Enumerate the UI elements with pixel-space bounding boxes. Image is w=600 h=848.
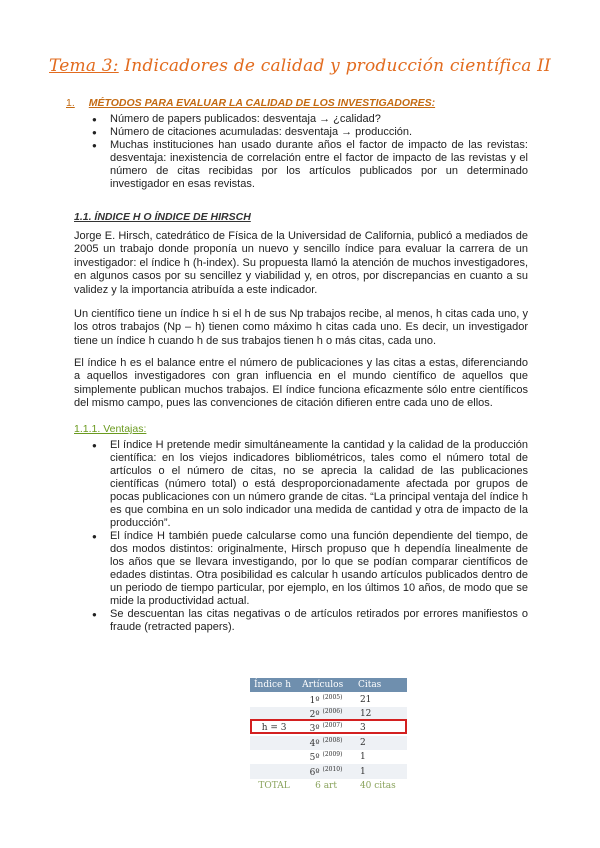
table-cell	[250, 764, 298, 778]
list-item: ● El índice H también puede calcularse como una función dependiente del tiempo, de dos modos distintos: originalmente, Hirsch propuso que h dependía linealmente de los años que se llevara investigando, por lo que se podían comparar científicos de edades distintas. Otra posibilidad es calcular h usando artículos publicados dentro de un periodo de tiempo particular, por ejemplo, en los últimos 10 años, de modo que se mide la productividad actual.	[92, 530, 528, 608]
page-title	[0, 56, 600, 76]
section-1-1-heading: 1.1. ÍNDICE H O ÍNDICE DE HIRSCH	[74, 211, 251, 223]
article-year: (2009)	[322, 751, 343, 759]
table-cell	[250, 736, 298, 750]
table-cell	[298, 750, 354, 764]
table-row	[250, 736, 407, 750]
title-text: Indicadores de calidad y producción científica II	[124, 56, 551, 76]
paragraph-balance: El índice h es el balance entre el número de publicaciones y las citas a estas, diferenciando a aquellos investigadores con gran influencia en el mundo científico de aquellos que simplemente publican muchos trabajos. El índice funciona eficazmente sólo entre científicos del mismo campo, pues las convenciones de citación difieren entre cada uno de ellos.	[74, 357, 528, 410]
table-cell: 1	[359, 752, 366, 763]
article-year: (2010)	[322, 765, 343, 773]
table-total-row	[250, 779, 407, 793]
table-row	[250, 764, 407, 778]
list-item: ● Número de papers publicados: desventaja → ¿calidad?	[92, 113, 528, 126]
list-item: ● Se descuentan las citas negativas o de artículos retirados por errores manifiestos o fraude (retracted papers).	[92, 608, 528, 634]
article-number: 1º	[309, 695, 320, 706]
section-1-1-1-heading: 1.1.1. Ventajas:	[74, 423, 147, 435]
table-header: Artículos	[298, 678, 354, 692]
section-1-number: 1.	[66, 97, 75, 109]
article-number: 4º	[309, 738, 320, 749]
table-cell: 6 art	[315, 780, 337, 791]
article-year: (2008)	[322, 736, 343, 744]
article-year: (2005)	[322, 693, 343, 701]
title-label: Tema 3:	[49, 56, 119, 76]
table-header: Índice h	[250, 678, 298, 692]
table-cell: 2	[354, 736, 407, 750]
table-cell	[250, 750, 298, 764]
article-year: (2007)	[322, 722, 343, 730]
section-1-bullets	[92, 113, 528, 191]
table-header: Citas	[354, 678, 407, 692]
table-cell: 21	[359, 694, 372, 705]
table-row	[250, 750, 407, 764]
list-item: ● Muchas instituciones han usado durante años el factor de impacto de las revistas: desventaja: inexistencia de correlación entre el factor de impacto de las revistas y el número de citas recibidas por los artículos publicados por un determinado investigador en esas revistas.	[92, 139, 528, 191]
table-header-row	[250, 678, 407, 692]
table-cell: TOTAL	[258, 780, 290, 791]
table-cell: h = 3	[261, 723, 287, 734]
table-cell: 40 citas	[359, 780, 396, 791]
paragraph-hirsch: Jorge E. Hirsch, catedrático de Física de la Universidad de California, publicó a mediados de 2005 un trabajo donde proponía un nuevo y sencillo índice para evaluar la carrera de un investigador: el índice h (h-index). Su propuesta llamó la atención de muchos investigadores, en algunos casos por su sencillez y viabilidad y, en otros, por discrepancias en cuanto a su validez y la importancia atribuída a este indicador.	[74, 230, 528, 296]
table-row	[250, 692, 407, 706]
table-cell	[298, 692, 354, 706]
paragraph-definition: Un científico tiene un índice h si el h de sus Np trabajos recibe, al menos, h citas cada uno, y los otros trabajos (Np – h) tienen como máximo h citas cada uno. Es decir, un investigador tiene un índice h cuando h de sus trabajos tienen h o más citas, cada uno.	[74, 308, 528, 347]
article-number: 3º	[309, 724, 320, 735]
section-1-heading-text: MÉTODOS PARA EVALUAR LA CALIDAD DE LOS INVESTIGADORES:	[88, 97, 436, 109]
table-cell: 3	[359, 723, 366, 734]
table-cell	[298, 764, 354, 778]
article-number: 2º	[309, 709, 320, 720]
table-cell	[250, 692, 298, 706]
section-1-heading	[66, 97, 435, 109]
article-number: 6º	[309, 767, 320, 778]
list-item: ● Número de citaciones acumuladas: desventaja → producción.	[92, 126, 528, 139]
article-number: 5º	[309, 753, 320, 764]
article-year: (2006)	[322, 707, 343, 715]
table-cell: 1	[354, 764, 407, 778]
list-item: ● El índice H pretende medir simultáneamente la cantidad y la calidad de la producción científica: en los viejos indicadores bibliométricos, tales como el número total de artículos o el número de citas, no se aprecia la calidad de las publicaciones científicas (número total) o está desproporcionadamente afectada por grupos de pocas publicaciones con un número grande de citas. “La principal ventaja del índice h es que combina en un solo indicador una medida de cantidad y otra de impacto de la producción”.	[92, 439, 528, 530]
table-cell	[298, 736, 354, 750]
h-index-table	[250, 678, 407, 793]
table-cell: 12	[354, 707, 407, 721]
ventajas-bullets	[92, 439, 528, 634]
h-index-highlight-box	[250, 719, 407, 734]
